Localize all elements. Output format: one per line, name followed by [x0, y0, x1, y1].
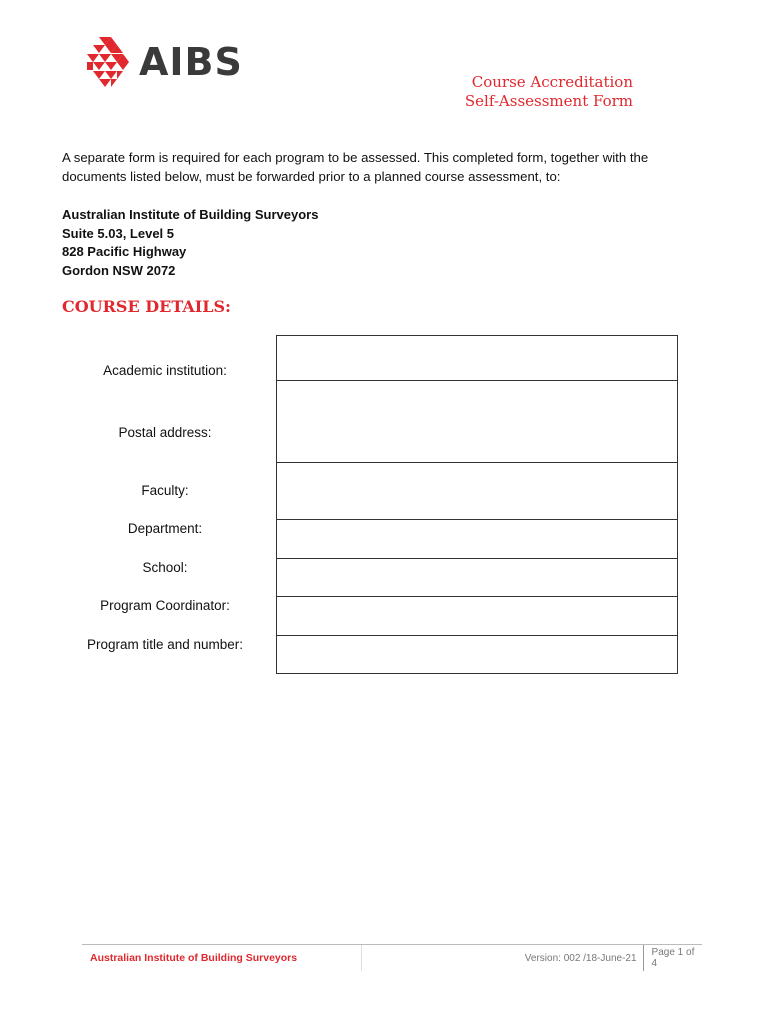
- postal-address-field[interactable]: [276, 380, 678, 463]
- intro-line2: documents listed below, must be forwarded prior to a planned course assessment, to:: [62, 169, 561, 184]
- footer-version: Version: 002 /18-June-21: [362, 945, 643, 971]
- section-title-course-details: COURSE DETAILS:: [62, 297, 231, 316]
- school-label: School:: [142, 560, 188, 575]
- mailing-address: [62, 206, 318, 280]
- program-title-label: Program title and number:: [86, 637, 244, 652]
- faculty-label: Faculty:: [141, 483, 189, 498]
- address-line2: Suite 5.03, Level 5: [62, 225, 175, 241]
- aibs-logo: [87, 36, 243, 88]
- form-title-line2: Self-Assessment Form: [464, 92, 633, 110]
- logo-wordmark: AIBS: [139, 40, 243, 84]
- faculty-field[interactable]: [276, 462, 678, 520]
- form-title-line1: Course Accreditation: [471, 73, 633, 91]
- intro-line1: A separate form is required for each program to be assessed. This completed form, together with the: [62, 150, 649, 165]
- school-field[interactable]: [276, 558, 678, 597]
- academic-institution-field[interactable]: [276, 335, 678, 381]
- program-title-field[interactable]: [276, 635, 678, 674]
- address-line1: Australian Institute of Building Surveyors: [62, 207, 319, 222]
- program-coordinator-label: Program Coordinator:: [100, 598, 230, 613]
- aibs-logo-mark-icon: [87, 37, 133, 87]
- department-label: Department:: [127, 521, 203, 536]
- footer-organisation: Australian Institute of Building Surveyors: [82, 945, 362, 971]
- address-line4: Gordon NSW 2072: [62, 262, 176, 278]
- department-field[interactable]: [276, 519, 678, 559]
- form-title: [465, 73, 633, 111]
- address-line3: 828 Pacific Highway: [62, 244, 187, 259]
- program-coordinator-field[interactable]: [276, 596, 678, 636]
- academic-institution-label: Academic institution:: [103, 363, 227, 378]
- intro-paragraph: [62, 148, 702, 186]
- footer-page-number: Page 1 of 4: [651, 947, 695, 969]
- postal-address-label: Postal address:: [118, 425, 212, 440]
- page-footer: [82, 944, 702, 971]
